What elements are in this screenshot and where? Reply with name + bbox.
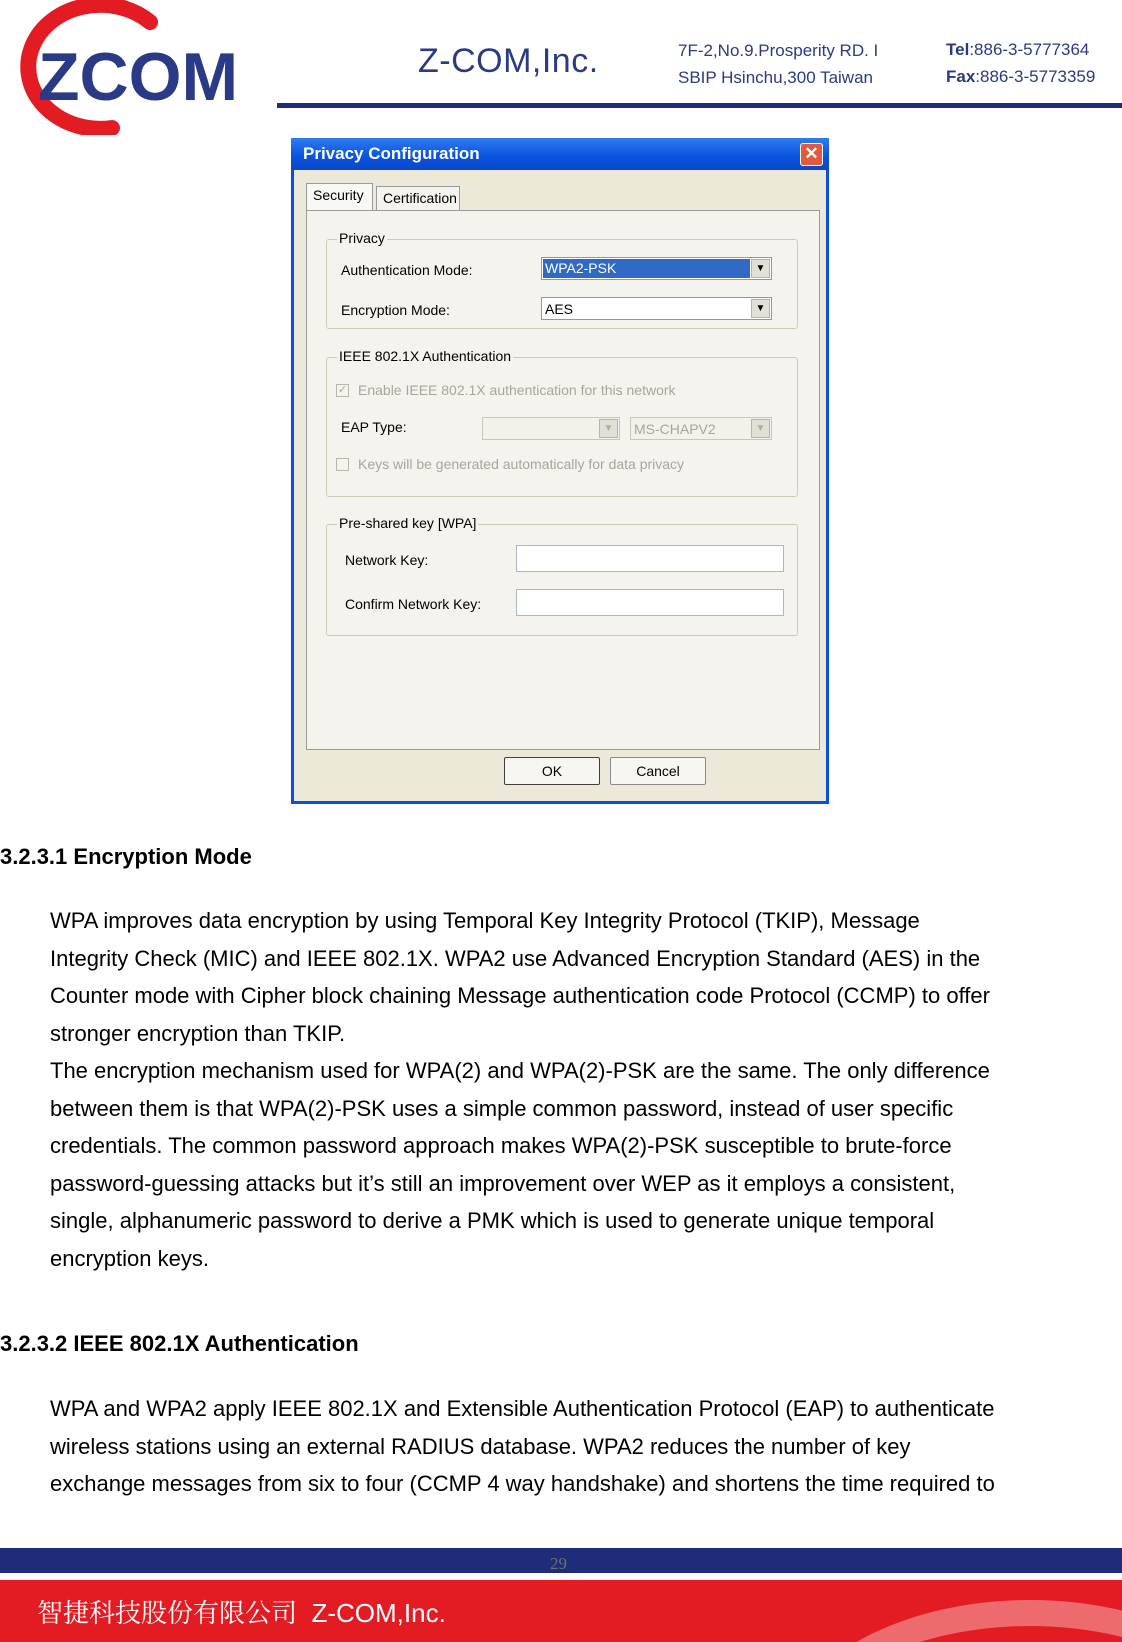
text-line: between them is that WPA(2)-PSK uses a simple common password, instead of user specific — [50, 1095, 954, 1121]
text-line: WPA improves data encryption by using Temporal Key Integrity Protocol (TKIP), Message — [50, 908, 920, 933]
text-line: stronger encryption than TKIP. — [50, 1020, 346, 1046]
chevron-down-icon[interactable]: ▼ — [599, 419, 618, 438]
tel-value: :886-3-5777364 — [969, 40, 1090, 59]
address-line-2: SBIP Hsinchu,300 Taiwan — [678, 68, 873, 87]
fax-line — [946, 67, 1095, 87]
text-line: wireless stations using an external RADIUS database. WPA2 reduces the number of key — [50, 1433, 911, 1459]
privacy-group — [326, 230, 798, 329]
network-key-label: Network Key: — [345, 552, 429, 568]
dialog-titlebar — [291, 138, 829, 170]
ieee-8021x-group-title: IEEE 802.1X Authentication — [339, 348, 512, 364]
eap-type-label: EAP Type: — [341, 419, 407, 435]
text-line: Counter mode with Cipher block chaining Message authentication code Protocol (CCMP) to offer — [50, 983, 990, 1008]
privacy-group-title: Privacy — [339, 230, 385, 246]
chevron-down-icon[interactable]: ▼ — [751, 419, 770, 438]
text-line: password-guessing attacks but it’s still an improvement over WEP as it employs a consistent, — [50, 1170, 956, 1196]
logo-wordmark: ZCOM — [38, 39, 239, 115]
confirm-network-key-label: Confirm Network Key: — [345, 596, 482, 612]
text-line: encryption keys. — [50, 1245, 209, 1271]
swoosh-decoration — [780, 1600, 1122, 1642]
network-key-input[interactable] — [516, 545, 784, 572]
tab-certification[interactable]: Certification — [376, 186, 460, 210]
ieee-8021x-paragraph — [50, 1390, 1122, 1503]
text-line: Integrity Check (MIC) and IEEE 802.1X. WPA2 use Advanced Encryption Standard (AES) in the — [50, 945, 981, 971]
security-tab-panel — [306, 210, 820, 750]
cancel-button[interactable]: Cancel — [610, 757, 706, 785]
text-line: exchange messages from six to four (CCMP 4 way handshake) and shortens the time required to — [50, 1471, 995, 1496]
auto-keys-checkbox[interactable] — [336, 458, 349, 471]
chevron-down-icon[interactable]: ▼ — [751, 299, 770, 318]
pre-shared-key-group-title: Pre-shared key [WPA] — [339, 515, 477, 531]
text-line: single, alphanumeric password to derive a PMK which is used to generate unique temporal — [50, 1208, 935, 1233]
text-line: The encryption mechanism used for WPA(2) and WPA(2)-PSK are the same. The only difference — [50, 1058, 990, 1083]
tel-line — [946, 40, 1089, 60]
page-number: 29 — [550, 1554, 567, 1573]
zcom-logo — [0, 0, 280, 135]
encryption-mode-select[interactable] — [541, 297, 772, 320]
authentication-mode-label: Authentication Mode: — [341, 262, 473, 278]
enable-8021x-checkbox[interactable]: ✓ — [337, 384, 348, 396]
footer-banner — [0, 1580, 1122, 1642]
text-line: WPA and WPA2 apply IEEE 802.1X and Extensible Authentication Protocol (EAP) to authenticate — [50, 1396, 995, 1421]
address-line-1: 7F-2,No.9.Prosperity RD. I — [678, 41, 879, 60]
fax-value: :886-3-5773359 — [975, 67, 1096, 86]
header-rule — [277, 103, 1122, 108]
close-button[interactable]: ✕ — [800, 143, 823, 166]
eap-type-select[interactable] — [482, 417, 620, 440]
fax-label: Fax — [946, 67, 976, 86]
ieee-8021x-group — [326, 348, 798, 497]
pre-shared-key-group — [326, 515, 798, 636]
dialog-title: Privacy Configuration — [303, 144, 480, 163]
auto-keys-label: Keys will be generated automatically for data privacy — [358, 456, 685, 472]
section-heading-encryption-mode: 3.2.3.1 Encryption Mode — [0, 844, 252, 869]
text-line: credentials. The common password approach makes WPA(2)-PSK susceptible to brute-force — [50, 1133, 952, 1158]
privacy-configuration-dialog — [291, 138, 829, 804]
encryption-mode-label: Encryption Mode: — [341, 302, 450, 318]
footer-company-en: Z-COM,Inc. — [311, 1598, 446, 1628]
company-name: Z-COM,Inc. — [418, 42, 599, 80]
encryption-mode-value: AES — [545, 301, 574, 317]
authentication-mode-value: WPA2-PSK — [543, 259, 750, 278]
tel-label: Tel — [946, 40, 970, 59]
inner-auth-select[interactable] — [630, 417, 772, 440]
inner-auth-value: MS-CHAPV2 — [634, 421, 716, 437]
authentication-mode-select[interactable] — [541, 257, 772, 280]
chevron-down-icon[interactable]: ▼ — [751, 259, 770, 278]
ok-button[interactable]: OK — [504, 757, 600, 785]
footer-company-cn: 智捷科技股份有限公司 — [37, 1598, 298, 1628]
section-heading-ieee-8021x: 3.2.3.2 IEEE 802.1X Authentication — [0, 1331, 359, 1356]
enable-8021x-label: Enable IEEE 802.1X authentication for this network — [358, 382, 676, 398]
footer-company — [37, 1593, 446, 1630]
tab-security[interactable]: Security — [306, 183, 373, 210]
encryption-mode-paragraph — [50, 902, 1122, 1277]
confirm-network-key-input[interactable] — [516, 589, 784, 616]
